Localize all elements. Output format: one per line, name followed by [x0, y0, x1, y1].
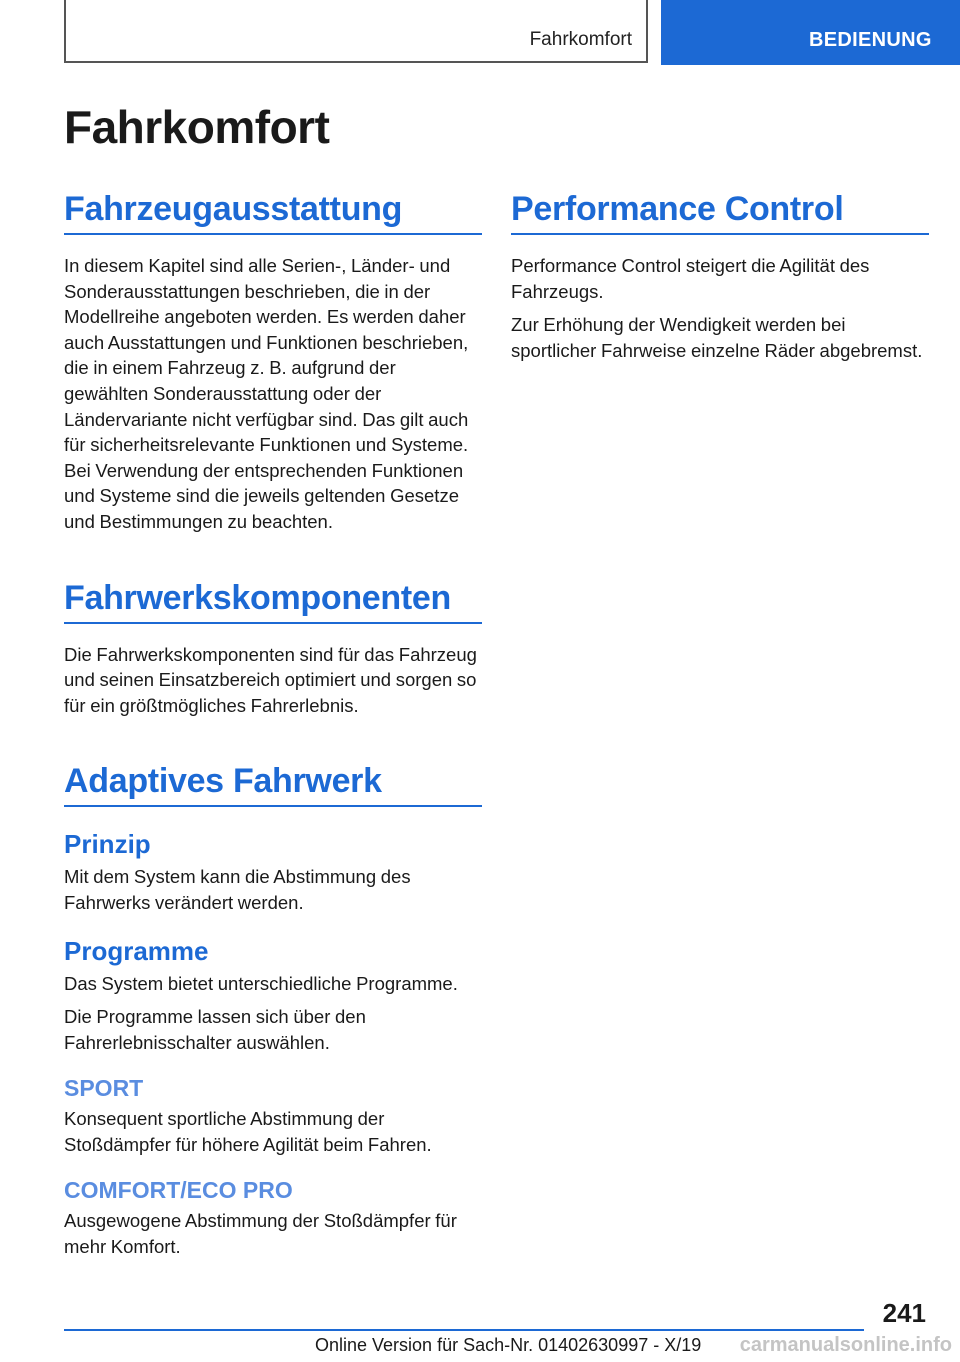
text-fahrzeugausstattung: In diesem Kapitel sind alle Serien-, Länder- und Sonderausstattungen beschrieben, die in der Modellreihe angeboten werden. Es werden daher auch Ausstattungen und Funktionen beschrieben, die in einem Fahrzeug z. B. aufgrund der gewählten Sonderausstattung oder der Ländervariante nicht verfügbar sind. Das gilt auch für sicherheitsrelevante Funktionen und Systeme. Bei Verwendung der entsprechenden Funktionen und Systeme sind die jeweils geltenden Gesetze und Bestimmungen zu beachten.	[64, 255, 469, 532]
header-section-title: Fahrkomfort	[529, 29, 632, 50]
text-performance-control-1: Performance Control steigert die Agilität des Fahrzeugs.	[511, 255, 870, 302]
text-programme-1: Das System bietet unterschiedliche Programme.	[64, 972, 458, 994]
text-prinzip: Mit dem System kann die Abstimmung des Fahrwerks verändert werden.	[64, 866, 411, 913]
footer-online-version: Online Version für Sach-Nr. 01402630997 - X/19	[315, 1335, 702, 1355]
heading-sport: SPORT	[64, 1075, 144, 1102]
text-performance-control-2: Zur Erhöhung der Wendigkeit werden bei sportlicher Fahrweise einzelne Räder abgebremst.	[511, 314, 923, 361]
right-column	[511, 190, 929, 363]
text-fahrwerkskomponenten: Die Fahrwerkskomponenten sind für das Fahrzeug und seinen Einsatzbereich optimiert und sorgen so für ein größtmögliches Fahrerlebnis.	[64, 643, 477, 716]
header-section-box	[64, 0, 648, 63]
text-programme-2: Die Programme lassen sich über den Fahrerlebnisschalter auswählen.	[64, 1006, 366, 1053]
heading-programme: Programme	[64, 935, 209, 966]
watermark: carmanualsonline.info	[739, 1334, 952, 1356]
footer-divider	[64, 1329, 864, 1331]
text-comfort-eco-pro: Ausgewogene Abstimmung der Stoßdämpfer für mehr Komfort.	[64, 1210, 457, 1258]
page-title: Fahrkomfort	[64, 101, 330, 153]
heading-comfort-eco-pro: COMFORT/ECO PRO	[64, 1177, 293, 1204]
heading-performance-control: Performance Control	[511, 190, 929, 235]
header-chapter-label: BEDIENUNG	[809, 29, 932, 51]
page-number: 241	[882, 1298, 926, 1328]
heading-adaptives-fahrwerk: Adaptives Fahrwerk	[64, 762, 482, 807]
left-column	[64, 190, 482, 1260]
text-sport: Konsequent sportliche Abstimmung der Stoßdämpfer für höhere Agilität beim Fahren.	[64, 1108, 432, 1155]
heading-fahrzeugausstattung: Fahrzeugausstattung	[64, 190, 482, 235]
heading-prinzip: Prinzip	[64, 829, 151, 860]
heading-fahrwerkskomponenten: Fahrwerkskomponenten	[64, 579, 482, 624]
header-chapter-tab	[661, 0, 960, 65]
